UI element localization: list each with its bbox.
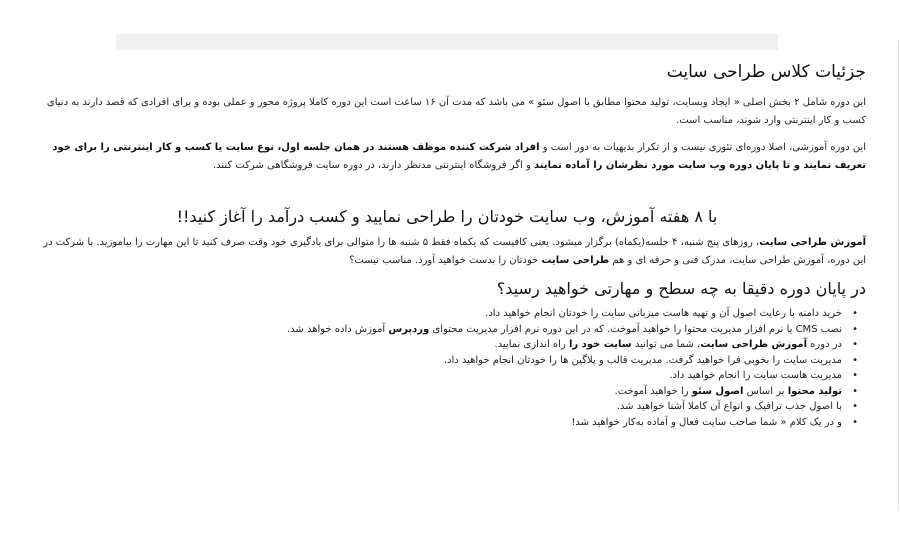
schedule-paragraph	[28, 234, 866, 270]
top-bar	[116, 34, 778, 50]
text: خودتان را بدست خواهید آورد. مناسب نیست؟	[349, 255, 542, 266]
eight-weeks-heading: با ۸ هفته آموزش، وب سایت خودتان را طراحی نمایید و کسب درآمد را آغاز کنید!!	[176, 207, 718, 226]
right-divider	[898, 40, 899, 510]
text: و اگر فروشگاه اینترنتی مدنظر دارند، در دوره سایت فروشگاهی شرکت کنند.	[212, 160, 535, 171]
bold-text: وردپرس	[388, 323, 430, 335]
article-content	[28, 56, 866, 430]
text: نصب CMS یا نرم افزار مدیریت محتوا را خواهید آموخت. که در این دوره نرم افزار مدیریت محتوای	[429, 323, 842, 335]
text: ، روزهای پنج شنبه، ۴ جلسه(یکماه) برگزار میشود. یعنی کافیست که یکماه فقط ۵ شنبه ها را متوالی برای یادگیری خود وقت صرف کنید تا این مهارت را بیاموزید. با شرکت در این دوره، آموزش طراحی سایت، مدرک فنی و حرفه ای و هم	[43, 237, 866, 266]
skills-list	[28, 306, 866, 430]
list-item	[28, 337, 842, 353]
bold-text: افراد شرکت کننده موظف هستند در همان جلسه اول، نوع سایت یا کسب و کار اینترنتی را برای خود تعریف نمایند و تا پایان دوره وب سایت مورد نظرشان را آماده نمایند	[52, 142, 866, 171]
bold-text: طراحی سایت	[541, 255, 610, 266]
list-item: • با اصول جذب ترافیک و انواع آن کاملا آشنا خواهید شد.	[28, 399, 842, 415]
text: در دوره	[807, 339, 842, 350]
text: بر اساس	[743, 385, 788, 397]
bold-text: تولید محتوا	[787, 385, 842, 397]
list-item: • و در یک کلام « شما صاحب سایت فعال و آماده به‌کار خواهید شد!	[28, 415, 842, 431]
skills-heading: در پایان دوره دقیقا به چه سطح و مهارتی خواهید رسید؟	[496, 279, 866, 298]
list-item	[28, 322, 842, 338]
bold-text: آموزش طراحی سایت	[759, 237, 866, 248]
intro-paragraph: این دوره شامل ۲ بخش اصلی « ایجاد وبسایت، تولید محتوا مطابق با اصول سئو » می باشد که مدت آن ۱۶ ساعت است این دوره کاملا پروژه محور و عملی بوده و برای افرادی که قصد دارند به دنیای کسب و کار اینترنتی وارد شوند، مناسب است.	[46, 97, 866, 126]
list-item: • خرید دامنه با رعایت اصول آن و تهیه هاست میزبانی سایت را خودتان انجام خواهید داد.	[28, 306, 842, 322]
bold-text: سایت خود را	[568, 339, 632, 350]
text: این دوره آموزشی، اصلا دوره‌ای تئوری نیست و از تکرار بدیهیات به دور است و	[539, 142, 866, 153]
list-item: • مدیریت هاست سایت را انجام خواهید داد.	[28, 368, 842, 384]
list-item	[28, 384, 842, 400]
class-details-title: جزئیات کلاس طراحی سایت	[666, 62, 866, 82]
text: ، شما می توانید	[631, 339, 701, 350]
bold-text: آموزش طراحی سایت	[700, 339, 807, 350]
course-description-paragraph	[28, 139, 866, 175]
text: راه اندازی نمایید.	[494, 339, 569, 350]
text: را خواهید آموخت.	[614, 385, 692, 397]
list-item: • مدیریت سایت را بخوبی فرا خواهید گرفت. مدیریت قالب و پلاگین ها را خودتان انجام خواهید داد.	[28, 353, 842, 369]
bold-text: اصول سئو	[691, 385, 744, 397]
text: آموزش داده خواهد شد.	[286, 323, 389, 335]
